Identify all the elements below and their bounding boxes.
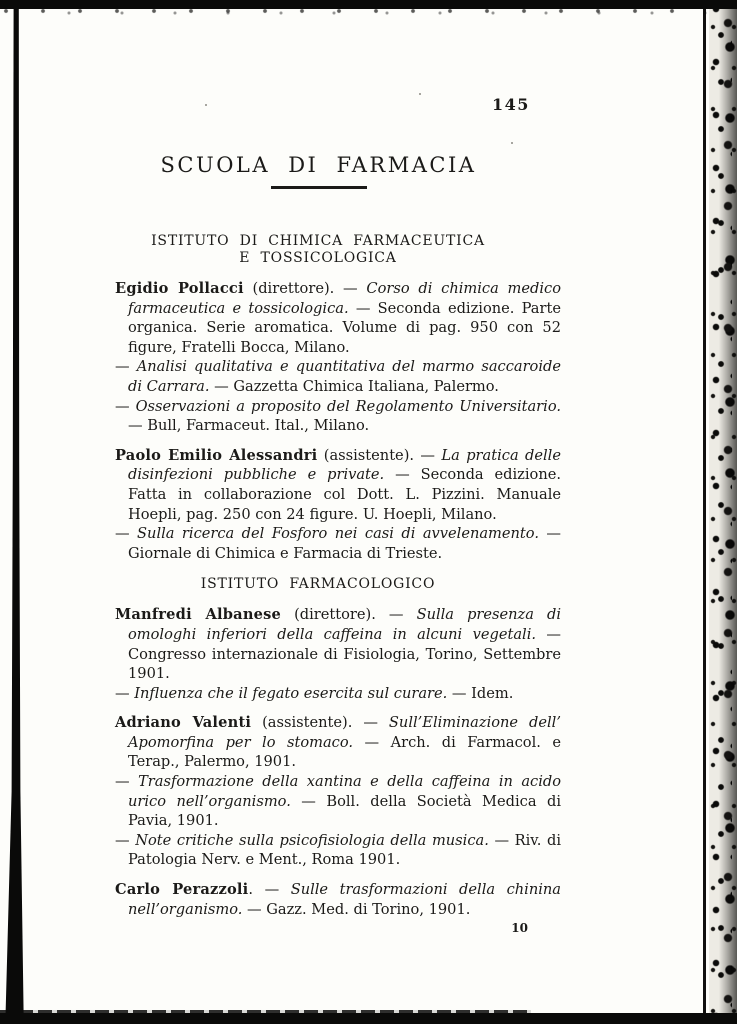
entry-author: Egidio Pollacci	[115, 280, 244, 297]
bibliography-entry	[115, 279, 561, 357]
bibliography-entry	[115, 357, 561, 396]
section-heading-line: ISTITUTO FARMACOLOGICO	[200, 576, 436, 593]
entry-work-title: Sulle trasformazioni della chinina nell’organismo.	[128, 881, 561, 918]
entry-text: —	[115, 831, 136, 849]
entry-work-title: Corso di chimica medico farmaceutica e tossicologica.	[128, 280, 561, 317]
entry-text: —	[115, 358, 137, 376]
paper-speck	[419, 93, 421, 95]
entry-text: —	[115, 773, 139, 791]
entry-text: (direttore). —	[281, 606, 417, 624]
entry-author: Adriano Valenti	[115, 714, 252, 732]
entry-work-title: Sulla presenza di omologhi inferiori della caffeina in alcuni vegetali.	[128, 606, 561, 643]
entry-author: Manfredi Albanese	[115, 606, 282, 624]
section-heading-line: E TOSSICOLOGICA	[239, 250, 397, 266]
bibliography-entry	[115, 524, 561, 563]
scan-right-page-edge-line	[703, 0, 706, 1024]
entry-work-title: La pratica delle disinfezioni pubbliche e private.	[128, 446, 561, 484]
scan-bottom-edge-bar	[0, 1013, 737, 1024]
bibliography-entry	[115, 831, 561, 870]
entry-text: — Idem.	[447, 684, 514, 702]
entry-text: — Riv. di Patologia Nerv. e Ment., Roma 1901.	[128, 831, 562, 869]
entry-work-title: Osservazioni a proposito del Regolamento Universitario.	[135, 397, 561, 415]
entry-work-title: Sull’Eliminazione dell’ Apomorfina per lo stomaco.	[128, 714, 561, 751]
printer-signature-mark: 10	[511, 921, 528, 936]
entry-text: — Giornale di Chimica e Farmacia di Trieste.	[128, 525, 562, 562]
entry-work-title: Note critiche sulla psicofisiologia della musica.	[135, 831, 489, 849]
section-heading-line: ISTITUTO DI CHIMICA FARMACEUTICA	[151, 233, 485, 249]
bibliography-entry	[115, 605, 561, 683]
sections-container	[115, 233, 561, 919]
bibliography-entry	[115, 713, 561, 772]
text-column	[115, 233, 561, 935]
entry-text: —	[115, 525, 138, 543]
section-heading	[115, 576, 521, 593]
entry-work-title: Trasformazione della xantina e della caffeina in acido urico nell’organismo.	[128, 773, 562, 810]
entry-text: — Seconda edizione. Fatta in collaborazione col Dott. L. Pizzini. Manuale Hoepli, pag. 250 con 24 figure. U. Hoepli, Milano.	[128, 466, 562, 523]
entry-text: — Bull, Farmaceut. Ital., Milano.	[128, 417, 370, 435]
page-title: SCUOLA DI FARMACIA	[160, 153, 477, 177]
entry-text: (assistente). —	[251, 714, 389, 732]
bibliography-entry	[115, 880, 561, 919]
entry-text: (assistente). —	[317, 446, 442, 464]
institute-section	[115, 233, 561, 563]
entry-text: (direttore). —	[243, 280, 367, 297]
entry-text: — Gazzetta Chimica Italiana, Palermo.	[209, 377, 499, 395]
scan-top-fringe	[0, 9, 707, 16]
entry-text: —	[115, 684, 135, 702]
entry-text: . —	[248, 881, 291, 899]
institute-section	[115, 576, 561, 919]
title-divider-rule	[271, 186, 367, 189]
scan-right-noise-strip	[709, 0, 737, 1024]
bibliography-entry	[115, 397, 561, 436]
masthead	[0, 153, 637, 189]
entry-text: — Congresso internazionale di Fisiologia, Torino, Settembre 1901.	[128, 625, 562, 683]
bibliography-entry	[115, 772, 561, 831]
entry-work-title: Sulla ricerca del Fosforo nei casi di avvelenamento.	[137, 525, 539, 543]
entry-author: Paolo Emilio Alessandri	[115, 446, 318, 464]
bibliography-entry	[115, 446, 561, 524]
entry-text: — Arch. di Farmacol. e Terap., Palermo, 1901.	[128, 733, 562, 771]
paper-speck	[511, 142, 513, 144]
paper-speck	[205, 104, 207, 106]
bibliography-entry	[115, 684, 561, 704]
entry-text: — Gazz. Med. di Torino, 1901.	[242, 900, 471, 918]
entry-text: — Seconda edizione. Parte organica. Serie aromatica. Volume di pag. 950 con 52 figure, Fratelli Bocca, Milano.	[128, 299, 561, 356]
entry-work-title: Analisi qualitativa e quantitativa del marmo saccaroide di Carrara.	[128, 358, 561, 395]
section-heading	[115, 233, 521, 267]
entry-text: — Boll. della Società Medica di Pavia, 1901.	[128, 792, 561, 830]
entry-author: Carlo Perazzoli	[115, 881, 249, 899]
scan-top-edge-bar	[0, 0, 737, 9]
entry-text: —	[115, 397, 136, 415]
page-number: 145	[492, 95, 530, 114]
entry-work-title: Influenza che il fegato esercita sul curare.	[134, 684, 448, 702]
